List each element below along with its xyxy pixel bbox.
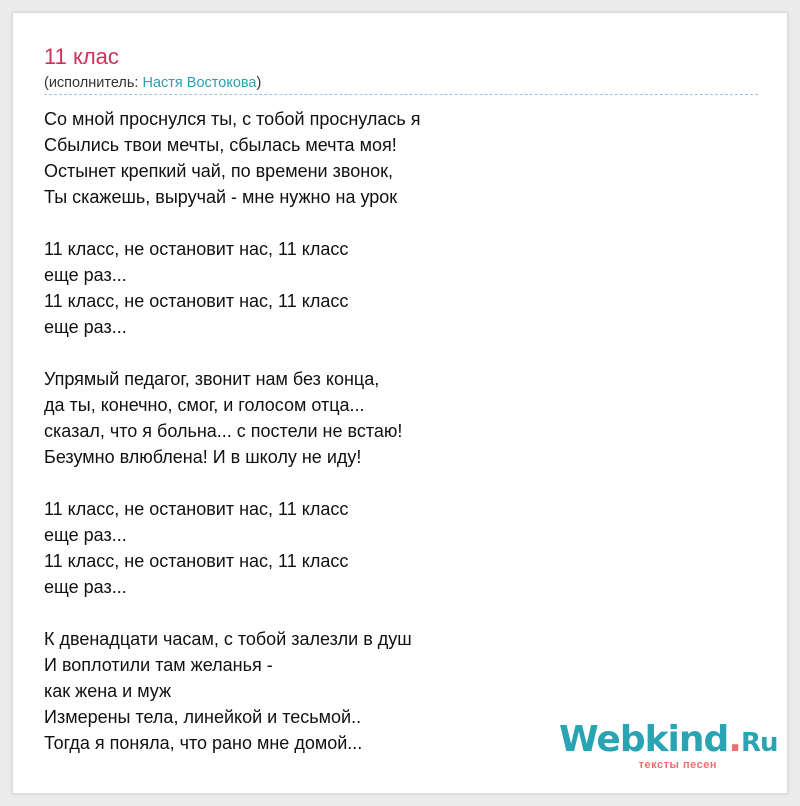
logo-tld: Ru <box>740 728 778 758</box>
lyric-line: сказал, что я больна... с постели не встаю! <box>44 421 403 441</box>
lyric-line: как жена и муж <box>44 681 172 701</box>
artist-suffix: ) <box>256 75 262 91</box>
lyric-line: И воплотили там желанья - <box>44 655 273 675</box>
logo-wordmark <box>559 719 778 761</box>
lyrics-card <box>12 12 788 794</box>
artist-link[interactable]: Настя Востокова <box>142 75 257 91</box>
lyric-line: 11 класс, не остановит нас, 11 класс <box>44 239 349 259</box>
artist-prefix: (исполнитель: <box>44 75 143 91</box>
lyric-line: Остынет крепкий чай, по времени звонок, <box>44 161 394 181</box>
lyric-blank-line <box>44 340 744 366</box>
lyric-line: Со мной проснулся ты, с тобой проснулась я <box>44 109 421 129</box>
lyric-line: Ты скажешь, выручай - мне нужно на урок <box>44 187 398 207</box>
lyric-line: Упрямый педагог, звонит нам без конца, <box>44 369 380 389</box>
song-title: 11 клас <box>44 44 119 69</box>
lyric-line: еще раз... <box>44 577 127 597</box>
lyric-line: еще раз... <box>44 525 127 545</box>
logo-brand: Webkind <box>559 719 729 760</box>
lyrics-body <box>44 106 744 756</box>
webkind-logo <box>559 719 778 771</box>
header-divider <box>44 94 758 95</box>
artist-line <box>44 74 261 92</box>
lyric-line: Тогда я поняла, что рано мне домой... <box>44 733 363 753</box>
logo-dot: . <box>728 719 741 760</box>
logo-tagline: тексты песен <box>638 759 717 771</box>
lyric-line: еще раз... <box>44 265 127 285</box>
lyric-line: 11 класс, не остановит нас, 11 класс <box>44 291 349 311</box>
lyric-line: К двенадцати часам, с тобой залезли в душ <box>44 629 412 649</box>
lyric-line: Сбылись твои мечты, сбылась мечта моя! <box>44 135 397 155</box>
lyric-blank-line <box>44 600 744 626</box>
lyric-line: 11 класс, не остановит нас, 11 класс <box>44 551 349 571</box>
lyric-line: 11 класс, не остановит нас, 11 класс <box>44 499 349 519</box>
lyric-line: да ты, конечно, смог, и голосом отца... <box>44 395 365 415</box>
lyric-line: Безумно влюблена! И в школу не иду! <box>44 447 362 467</box>
lyric-line: еще раз... <box>44 317 127 337</box>
lyric-blank-line <box>44 210 744 236</box>
lyric-line: Измерены тела, линейкой и тесьмой.. <box>44 707 362 727</box>
lyric-blank-line <box>44 470 744 496</box>
